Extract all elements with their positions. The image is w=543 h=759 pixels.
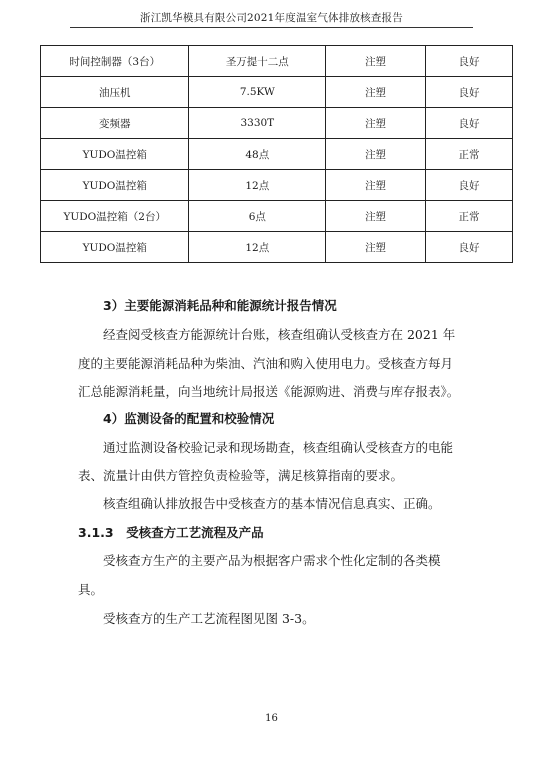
- paragraph-line: 具。: [78, 582, 104, 597]
- status-cell: 良好: [425, 170, 512, 201]
- page-header: 浙江凯华模具有限公司2021年度温室气体排放核查报告: [140, 12, 403, 24]
- equipment-name-cell: YUDO温控箱: [41, 232, 189, 263]
- process-cell: 注塑: [326, 232, 426, 263]
- equipment-name-cell: 时间控制器（3台）: [41, 46, 189, 77]
- process-cell: 注塑: [326, 46, 426, 77]
- paragraph-line: 经查阅受核查方能源统计台账，核查组确认受核查方在 2021 年: [103, 327, 456, 342]
- paragraph-line: 受核查方生产的主要产品为根据客户需求个性化定制的各类模: [103, 553, 441, 568]
- equipment-name-cell: YUDO温控箱（2台）: [41, 201, 189, 232]
- process-cell: 注塑: [326, 77, 426, 108]
- status-cell: 良好: [425, 108, 512, 139]
- table-row: [41, 170, 513, 201]
- process-cell: 注塑: [326, 201, 426, 232]
- paragraph-line: 通过监测设备校验记录和现场勘查，核查组确认受核查方的电能: [103, 440, 454, 455]
- spec-cell: 3330T: [189, 108, 326, 139]
- spec-cell: 48点: [189, 139, 326, 170]
- section-heading-energy: 3）主要能源消耗品种和能源统计报告情况: [103, 298, 337, 313]
- status-cell: 良好: [425, 46, 512, 77]
- equipment-name-cell: 油压机: [41, 77, 189, 108]
- status-cell: 正常: [425, 139, 512, 170]
- spec-cell: 12点: [189, 232, 326, 263]
- equipment-name-cell: YUDO温控箱: [41, 139, 189, 170]
- spec-cell: 12点: [189, 170, 326, 201]
- equipment-table: [40, 45, 513, 263]
- paragraph-line: 汇总能源消耗量，向当地统计局报送《能源购进、消费与库存报表》。: [78, 384, 460, 399]
- status-cell: 良好: [425, 77, 512, 108]
- paragraph-line: 表、流量计由供方管控负责检验等，满足核算指南的要求。: [78, 468, 404, 483]
- paragraph-line: 度的主要能源消耗品种为柴油、汽油和购入使用电力。受核查方每月: [78, 356, 454, 371]
- header-rule: [70, 27, 473, 28]
- equipment-name-cell: YUDO温控箱: [41, 170, 189, 201]
- table-row: [41, 46, 513, 77]
- table-row: [41, 108, 513, 139]
- table-row: [41, 232, 513, 263]
- section-heading-process: 3.1.3 受核查方工艺流程及产品: [78, 525, 264, 540]
- status-cell: 良好: [425, 232, 512, 263]
- process-cell: 注塑: [326, 170, 426, 201]
- section-heading-monitoring: 4）监测设备的配置和校验情况: [103, 411, 275, 426]
- table-row: [41, 139, 513, 170]
- table-row: [41, 201, 513, 232]
- spec-cell: 7.5KW: [189, 77, 326, 108]
- spec-cell: 圣万提十二点: [189, 46, 326, 77]
- process-cell: 注塑: [326, 139, 426, 170]
- equipment-name-cell: 变频器: [41, 108, 189, 139]
- status-cell: 正常: [425, 201, 512, 232]
- page-number: 16: [265, 713, 278, 724]
- spec-cell: 6点: [189, 201, 326, 232]
- paragraph-line: 核查组确认排放报告中受核查方的基本情况信息真实、正确。: [103, 496, 441, 511]
- table-row: [41, 77, 513, 108]
- paragraph-line: 受核查方的生产工艺流程图见图 3-3。: [103, 611, 315, 626]
- process-cell: 注塑: [326, 108, 426, 139]
